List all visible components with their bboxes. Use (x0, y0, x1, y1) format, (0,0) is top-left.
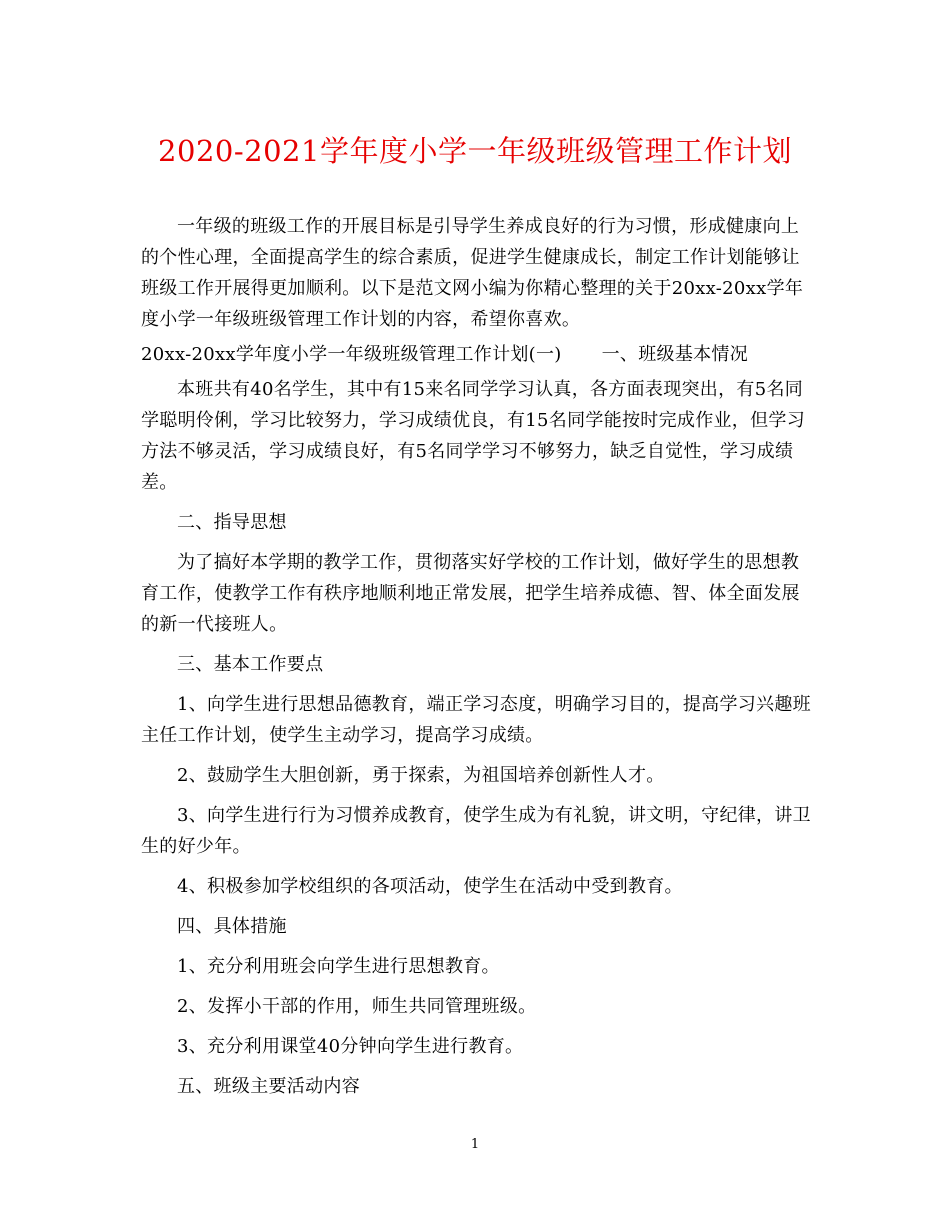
section2-heading: 二、指导思想 (177, 512, 287, 533)
section3-item: 3、向学生进行行为习惯养成教育，使学生成为有礼貌，讲文明，守纪律，讲卫生的好少年。 (141, 805, 811, 857)
section4-item: 2、发挥小干部的作用，师生共同管理班级。 (177, 996, 537, 1017)
section4-item: 3、充分利用课堂40分钟向学生进行教育。 (177, 1036, 524, 1057)
section1-heading: 一、班级基本情况 (601, 344, 749, 365)
section4-heading: 四、具体措施 (177, 916, 287, 937)
intro-paragraph: 一年级的班级工作的开展目标是引导学生养成良好的行为习惯，形成健康向上的个性心理，全面提高学生的综合素质，促进学生健康成长，制定工作计划能够让班级工作开展得更加顺利。以下是范文网小编为你精心整理的关于20xx-20xx学年度小学一年级班级管理工作计划的内容，希望你喜欢。 (141, 216, 804, 330)
section1-body: 本班共有40名学生，其中有15来名同学学习认真，各方面表现突出，有5名同学聪明伶俐，学习比较努力，学习成绩优良，有15名同学能按时完成作业，但学习方法不够灵活，学习成绩良好，有5名同学学习不够努力，缺乏自觉性，学习成绩差。 (141, 379, 806, 493)
section3-heading: 三、基本工作要点 (177, 654, 324, 675)
page-number: 1 (470, 1137, 480, 1152)
section3-item: 2、鼓励学生大胆创新，勇于探索，为祖国培养创新性人才。 (177, 765, 665, 786)
document-body (141, 211, 813, 1111)
section2-body: 为了搞好本学期的教学工作，贯彻落实好学校的工作计划，做好学生的思想教育工作，使教学工作有秩序地顺利地正常发展，把学生培养成德、智、体全面发展的新一代接班人。 (141, 552, 800, 635)
section5-heading: 五、班级主要活动内容 (177, 1076, 360, 1097)
section3-item: 4、积极参加学校组织的各项活动，使学生在活动中受到教育。 (177, 876, 683, 897)
plan-subtitle: 20xx-20xx学年度小学一年级班级管理工作计划(一) (141, 344, 562, 365)
section3-item: 1、向学生进行思想品德教育，端正学习态度，明确学习目的，提高学习兴趣班主任工作计划，使学生主动学习，提高学习成绩。 (141, 694, 811, 746)
document-title: 2020-2021学年度小学一年级班级管理工作计划 (158, 134, 792, 168)
subtitle-line (141, 339, 813, 370)
section4-item: 1、充分利用班会向学生进行思想教育。 (177, 956, 500, 977)
